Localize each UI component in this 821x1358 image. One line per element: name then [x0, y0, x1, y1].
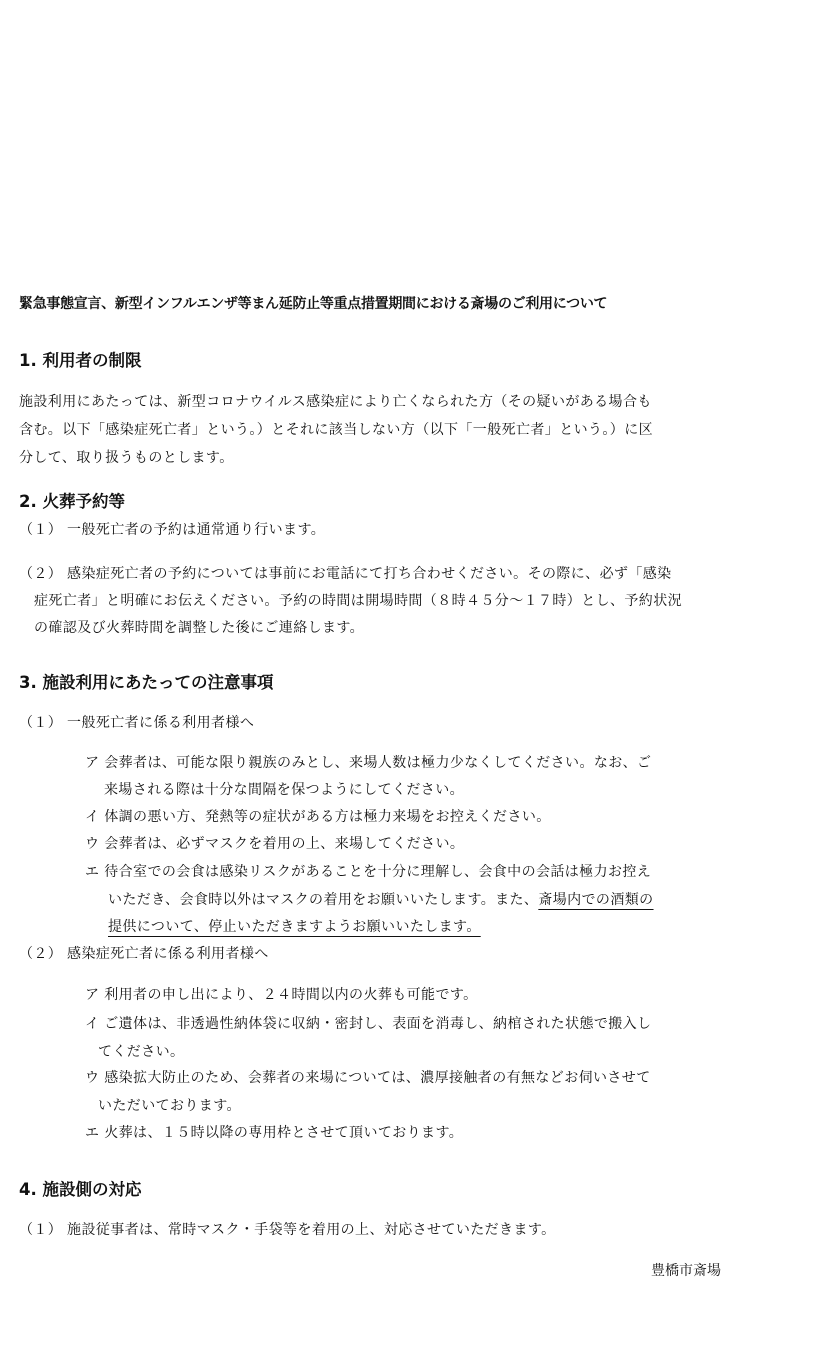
general-item-e-line: [108, 889, 654, 909]
infection-item-u-line: ウ 感染拡大防止のため、会葬者の来場については、濃厚接触者の有無などお伺いさせて: [85, 1070, 651, 1086]
alcohol-notice-underlined: 提供について、停止いただきますようお願いいたします。: [108, 919, 481, 935]
infection-item-u-line: いただいております。: [98, 1098, 241, 1114]
section-3-sub-2: （２） 感染症死亡者に係る利用者様へ: [19, 946, 269, 962]
section-1-line: 施設利用にあたっては、新型コロナウイルス感染症により亡くなられた方（その疑いがある場合も: [19, 394, 652, 410]
section-2-item-1: （１） 一般死亡者の予約は通常通り行います。: [19, 522, 326, 538]
section-4-item-1: （１） 施設従事者は、常時マスク・手袋等を着用の上、対応させていただきます。: [19, 1222, 556, 1238]
general-item-a-line: 来場される際は十分な間隔を保つようにしてください。: [104, 782, 464, 798]
infection-item-i-line: てください。: [98, 1044, 185, 1060]
section-2-item-2-line: 症死亡者」と明確にお伝えください。予約の時間は開場時間（８時４５分～１７時）とし、予約状況: [34, 593, 682, 609]
infection-item-e: エ 火葬は、１５時以降の専用枠とさせて頂いております。: [85, 1125, 464, 1141]
section-1-heading: 1. 利用者の制限: [19, 351, 142, 370]
section-1-line: 含む。以下「感染症死亡者」という。）とそれに該当しない方（以下「一般死亡者」という。）に区: [19, 422, 653, 438]
infection-item-i-line: イ ご遺体は、非透過性納体袋に収納・密封し、表面を消毒し、納棺された状態で搬入し: [85, 1016, 652, 1032]
section-2-heading: 2. 火葬予約等: [19, 492, 125, 511]
general-item-i: イ 体調の悪い方、発熱等の症状がある方は極力来場をお控えください。: [85, 809, 551, 825]
section-3-heading: 3. 施設利用にあたっての注意事項: [19, 673, 274, 692]
signature: 豊橋市斎場: [651, 1263, 721, 1279]
section-2-item-2-line: （２） 感染症死亡者の予約については事前にお電話にて打ち合わせください。その際に、必ず「感染: [19, 566, 672, 582]
infection-item-a: ア 利用者の申し出により、２４時間以内の火葬も可能です。: [85, 987, 478, 1003]
document-title: 緊急事態宣言、新型インフルエンザ等まん延防止等重点措置期間における斎場のご利用について: [19, 296, 608, 312]
section-3-sub-1: （１） 一般死亡者に係る利用者様へ: [19, 715, 255, 731]
general-item-e-line: エ 待合室での会食は感染リスクがあることを十分に理解し、会食中の会話は極力お控え: [85, 864, 652, 880]
section-2-item-2-line: の確認及び火葬時間を調整した後にご連絡します。: [34, 620, 365, 636]
alcohol-notice-underlined: 斎場内での酒類の: [538, 892, 654, 908]
section-4-heading: 4. 施設側の対応: [19, 1180, 142, 1199]
general-item-e-text: いただき、会食時以外はマスクの着用をお願いいたします。また、: [108, 892, 539, 908]
general-item-u: ウ 会葬者は、必ずマスクを着用の上、来場してください。: [85, 836, 465, 852]
general-item-a-line: ア 会葬者は、可能な限り親族のみとし、来場人数は極力少なくしてください。なお、ご: [85, 755, 652, 771]
section-1-line: 分して、取り扱うものとします。: [19, 450, 234, 466]
